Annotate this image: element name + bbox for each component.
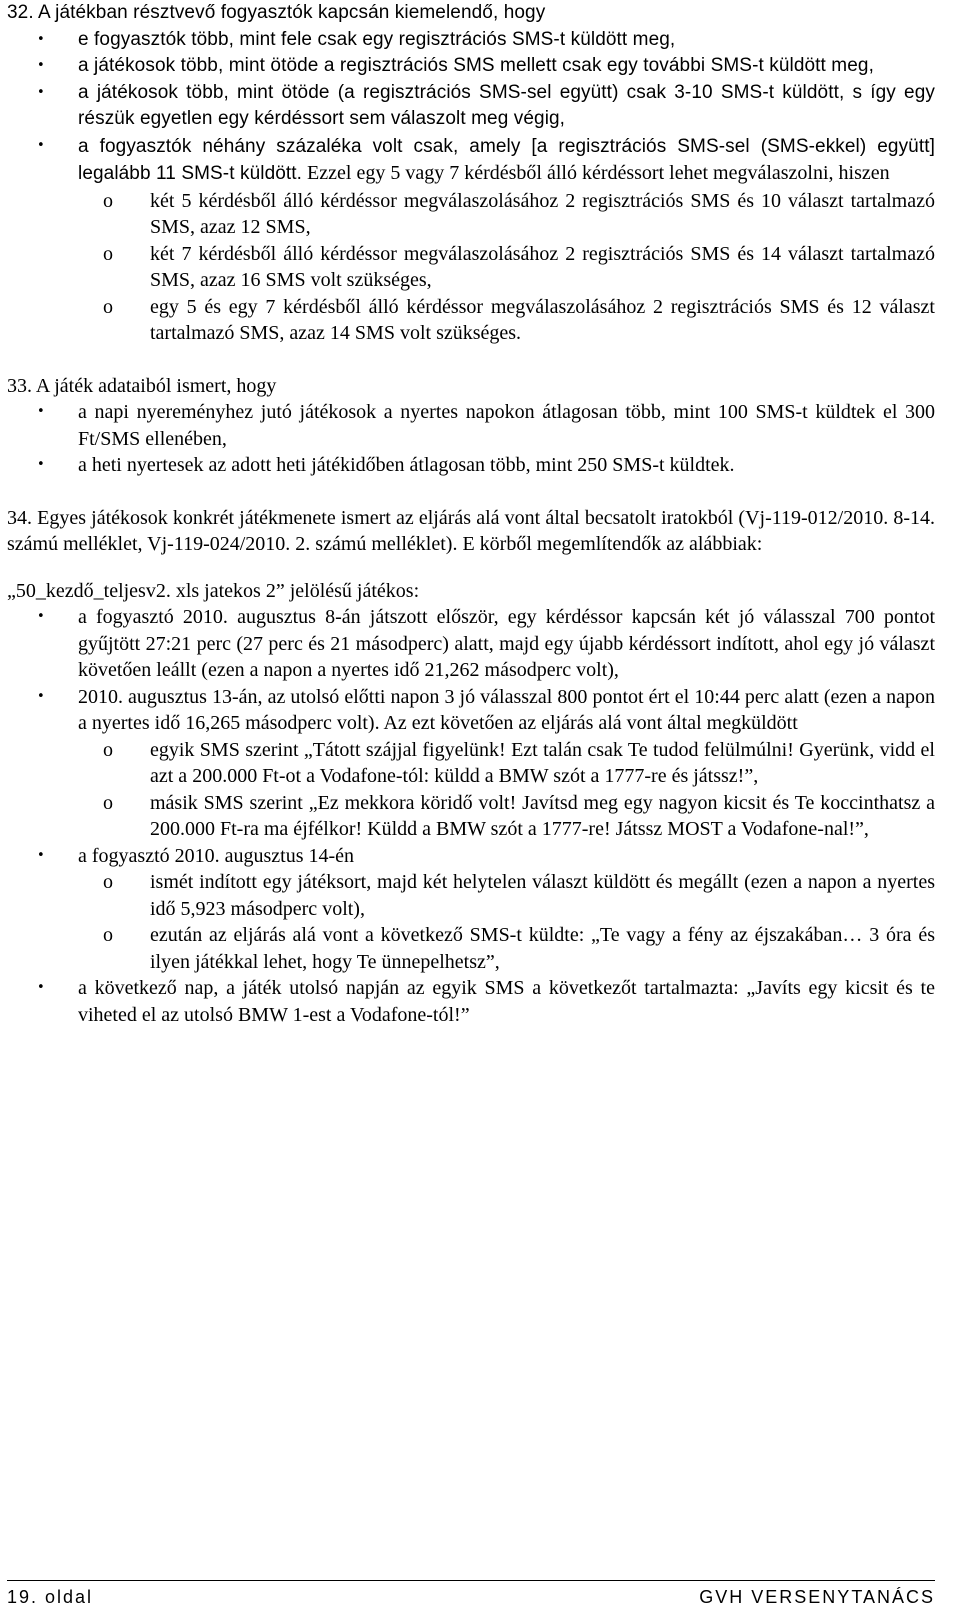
section-32-bullet-4-part-b: Ezzel egy 5 vagy 7 kérdésből álló kérdéssort lehet megválaszolni, hiszen [302,162,890,184]
sub-list-item [7,737,935,790]
section-32-heading: 32. A játékban résztvevő fogyasztók kapcsán kiemelendő, hogy [7,2,546,23]
section-34-bullet-2-sub-1: egyik SMS szerint „Tátott szájjal figyelünk! Ezt talán csak Te tudod felülmúlni! Gyerünk, vidd el azt a 200.000 Ft-ot a Vodafone-tól: küldd a BMW szót a 1777-re és játssz!”, [150,738,935,787]
bullet-icon: • [37,457,45,472]
circle-marker-icon: o [103,738,113,761]
list-item [7,843,935,870]
list-item [7,399,935,452]
section-32-sub-3: egy 5 és egy 7 kérdésből álló kérdéssor megválaszolásához 2 regisztrációs SMS és 12 választ tartalmazó SMS, azaz 14 SMS volt szükséges. [150,295,935,344]
section-34-bullet-3: a fogyasztó 2010. augusztus 14-én [78,844,355,867]
section-32-bullet-4 [78,133,935,188]
circle-marker-icon: o [103,871,113,893]
sub-list-item [7,188,935,241]
section-32-bullet-1: e fogyasztók több, mint fele csak egy regisztrációs SMS-t küldött meg, [78,28,676,50]
page-footer [7,1580,935,1607]
bullet-icon: • [37,137,45,153]
sub-list-item [7,869,935,922]
list-item [7,684,935,737]
list-item [7,604,935,684]
circle-marker-icon: o [103,924,113,946]
list-item [7,27,935,54]
bullet-icon: • [37,688,45,704]
section-32-sub-1: két 5 kérdésből álló kérdéssor megválaszolásához 2 regisztrációs SMS és 10 választ tartalmazó SMS, azaz 12 SMS, [150,189,935,238]
organization-name: GVH VERSENYTANÁCS [699,1587,935,1607]
circle-marker-icon: o [103,791,113,814]
sub-list-item [7,922,935,975]
circle-marker-icon: o [103,242,113,265]
bullet-icon: • [37,404,45,419]
section-34-bullet-3-sub-1: ismét indított egy játéksort, majd két helytelen választ küldött és megállt (ezen a napon a nyertes idő 5,923 másodperc volt), [150,871,935,920]
section-34-bullet-4: a következő nap, a játék utolsó napján az egyik SMS a következőt tartalmazta: „Javíts egy kicsit és te viheted el az utolsó BMW 1-est a Vodafone-tól!” [78,977,935,1026]
bullet-icon: • [37,31,45,47]
spacer [7,558,935,578]
sub-list-item [7,241,935,294]
section-34-heading: 34. Egyes játékosok konkrét játékmenete ismert az eljárás alá vont által becsatolt iratokból (Vj-119-012/2010. 8-14. számú melléklet, Vj-119-024/2010. 2. számú melléklet). E körből megemlítendők az alábbiak: [7,506,935,555]
section-32-bullet-4-part-a: a fogyasztók néhány százaléka volt csak, amely [a regisztrációs SMS-sel (SMS-ekkel) együtt] legalább 11 SMS-t küldött. [78,135,935,184]
bullet-icon: • [37,84,45,100]
list-item [7,53,935,80]
section-33-bullet-1: a napi nyereményhez jutó játékosok a nyertes napokon átlagosan több, mint 100 SMS-t küldtek el 300 Ft/SMS ellenében, [78,401,935,450]
section-34-file-line: „50_kezdő_teljesv2. xls jatekos 2” jelölésű játékos: [7,579,420,602]
section-34-bullet-2: 2010. augusztus 13-án, az utolsó előtti napon 3 jó válasszal 800 pontot ért el 10:44 perc alatt (ezen a napon a nyertes idő 16,265 másodperc volt). Az ezt követően az eljárás alá vont által megküldött [78,685,935,734]
list-item [7,452,935,479]
section-34-bullet-2-sub-2: másik SMS szerint „Ez mekkora köridő volt! Javítsd meg egy nagyon kicsit és Te koccinthatsz a 200.000 Ft-ra ma éjfélkor! Küldd a BMW szót a 1777-re! Játssz MOST a Vodafone-nal!”, [150,791,935,840]
bullet-icon: • [37,609,45,624]
section-34-bullet-3-sub-2: ezután az eljárás alá vont a következő SMS-t küldte: „Te vagy a fény az éjszakában… 3 óra és ilyen játékkal lehet, hogy Te ünnepelhetsz”, [150,924,935,973]
section-32-bullet-3: a játékosok több, mint ötöde (a regisztrációs SMS-sel együtt) csak 3-10 SMS-t küldött, s így egy részük egyetlen egy kérdéssort sem válaszolt meg végig, [78,81,935,129]
bullet-icon: • [37,58,45,73]
list-item [7,975,935,1028]
spacer [7,347,935,373]
circle-marker-icon: o [103,295,113,318]
spacer [7,479,935,505]
bullet-icon: • [37,980,45,995]
sub-list-item [7,294,935,347]
sub-list-item [7,790,935,843]
list-item [7,133,935,188]
section-34-bullet-1: a fogyasztó 2010. augusztus 8-án játszott először, egy kérdéssor kapcsán két jó válasszal 700 pontot gyűjtött 27:21 perc (27 perc és 21 másodperc) alatt, majd egy újabb kérdéssort indított, ahol egy jó választ követően leállt (ezen a napon a nyertes idő 21,262 másodperc volt), [78,606,935,681]
section-32-bullet-2: a játékosok több, mint ötöde a regisztrációs SMS mellett csak egy további SMS-t küldött meg, [78,55,874,76]
section-32-sub-2: két 7 kérdésből álló kérdéssor megválaszolásához 2 regisztrációs SMS és 14 választ tartalmazó SMS, azaz 16 SMS volt szükséges, [150,242,935,291]
document-body [7,0,935,1028]
section-33-bullet-2: a heti nyertesek az adott heti játékidőben átlagosan több, mint 250 SMS-t küldtek. [78,454,735,476]
circle-marker-icon: o [103,189,113,212]
list-item [7,80,935,133]
section-33-heading: 33. A játék adataiból ismert, hogy [7,374,277,397]
bullet-icon: • [37,847,45,863]
page-number: 19. oldal [7,1587,94,1607]
